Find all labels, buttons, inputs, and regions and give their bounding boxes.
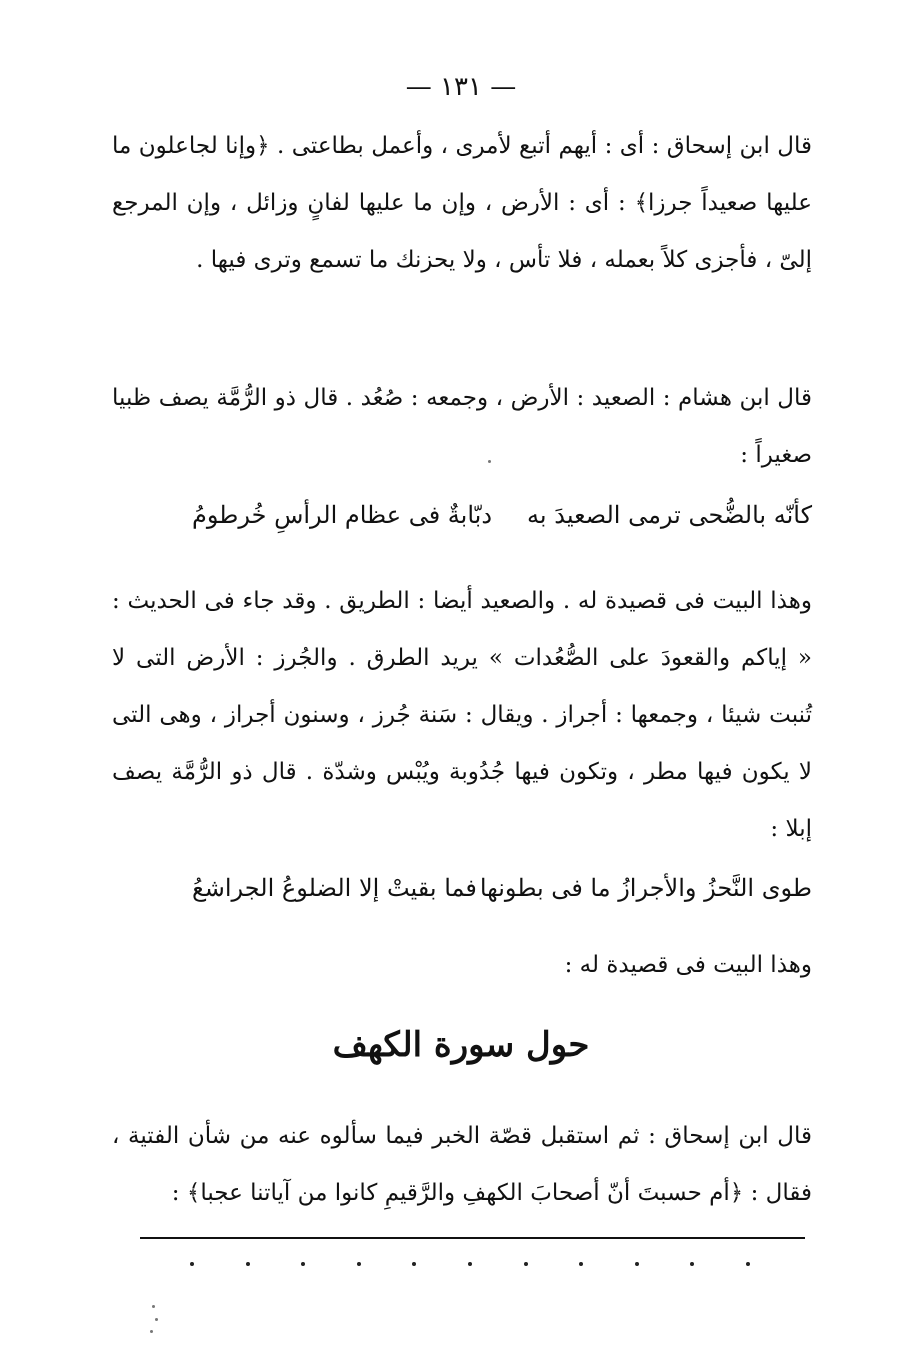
dot (579, 1262, 583, 1266)
paragraph-2: قال ابن هشام : الصعيد : الأرض ، وجمعه : صُعُد . قال ذو الرُّمَّة يصف ظبيا صغيراً : (112, 385, 812, 468)
dot (690, 1262, 694, 1266)
dot (412, 1262, 416, 1266)
footnote-divider (140, 1237, 805, 1239)
verse-2 (192, 868, 812, 908)
dot (246, 1262, 250, 1266)
paragraph-4: وهذا البيت فى قصيدة له : (564, 952, 812, 978)
scan-speck (150, 1330, 153, 1333)
verse-1-second-hemistich: دبّابةٌ فى عظام الرأسِ خُرطومُ (192, 501, 493, 529)
verse-1 (192, 495, 812, 535)
verse-2-first-hemistich: طوى النَّحزُ والأجرازُ ما فى بطونها (479, 874, 812, 902)
dot (524, 1262, 528, 1266)
dot (301, 1262, 305, 1266)
dot (635, 1262, 639, 1266)
verse-1-first-hemistich: كأنّه بالضُّحى ترمى الصعيدَ به (527, 501, 812, 529)
footnote-dots (190, 1262, 750, 1266)
dot (468, 1262, 472, 1266)
scan-speck (155, 1318, 158, 1321)
scan-speck (152, 1305, 155, 1308)
paragraph-3: وهذا البيت فى قصيدة له . والصعيد أيضا : الطريق . وقد جاء فى الحديث : « إياكم والقعودَ على الصُّعُدات » يريد الطرق . والجُرز : الأرض التى لا تُنبت شيئا ، وجمعها : أجراز . ويقال : سَنة جُرز ، وسنون أجراز ، وهى التى لا يكون فيها مطر ، وتكون فيها جُدُوبة ويُبْس وشدّة . قال ذو الرُّمَّة يصف إبلا : (112, 588, 812, 842)
dot (357, 1262, 361, 1266)
scan-speck (488, 460, 491, 463)
verse-2-second-hemistich: فما بقيتْ إلا الضلوعُ الجراشعُ (192, 874, 477, 902)
section-heading: حول سورة الكهف (332, 1025, 590, 1065)
dot (746, 1262, 750, 1266)
dot (190, 1262, 194, 1266)
page-number: — ١٣١ — (405, 72, 517, 102)
paragraph-1: قال ابن إسحاق : أى : أيهم أتبع لأمرى ، وأعمل بطاعتى . ﴿وإنا لجاعلون ما عليها صعيداً جرزا﴾ : أى : الأرض ، وإن ما عليها لفانٍ وزائل ، وإن المرجع إلىّ ، فأجزى كلاً بعمله ، فلا تأس ، ولا يحزنك ما تسمع وترى فيها . (112, 133, 812, 273)
paragraph-5: قال ابن إسحاق : ثم استقبل قصّة الخبر فيما سألوه عنه من شأن الفتية ، فقال : ﴿أم حسبتَ أنّ أصحابَ الكهفِ والرَّقيمِ كانوا من آياتنا عجبا﴾ : (112, 1123, 812, 1206)
